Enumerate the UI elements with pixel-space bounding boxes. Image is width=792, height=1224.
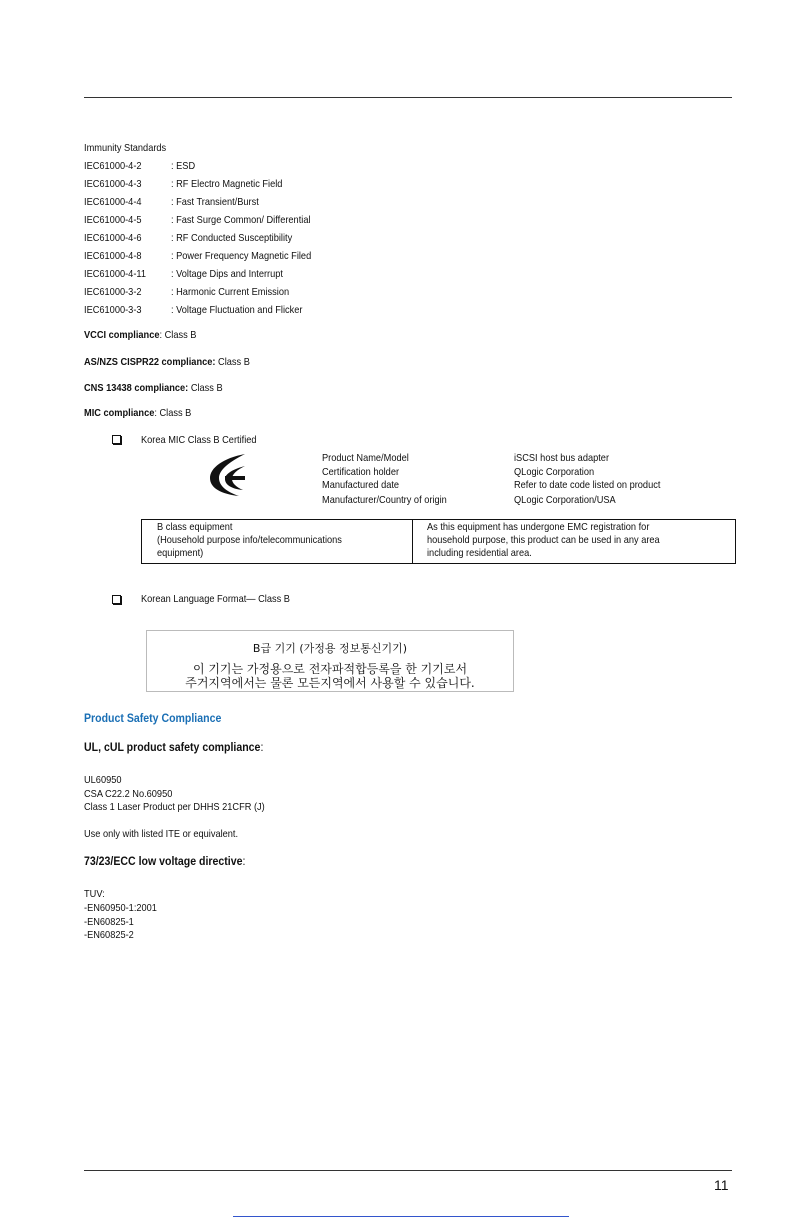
standard-code: IEC61000-4-4	[84, 196, 142, 208]
asnzs-label: AS/NZS CISPR22 compliance:	[84, 356, 216, 368]
korean-body	[147, 662, 513, 690]
mic-label: MIC compliance	[84, 407, 155, 419]
safety-heading: Product Safety Compliance	[84, 711, 222, 725]
footer-rule	[84, 1170, 732, 1171]
mic-certified-text: Korea MIC Class B Certified	[141, 434, 257, 446]
cns-compliance	[84, 382, 223, 395]
standard-desc: : Harmonic Current Emission	[171, 286, 290, 298]
table-left-line: (Household purpose info/telecommunications	[157, 534, 342, 546]
standard-code: IEC61000-4-11	[84, 268, 146, 280]
bullet-icon	[112, 595, 121, 604]
standard-desc: : Fast Surge Common/ Differential	[171, 214, 311, 226]
header-rule	[84, 97, 732, 98]
kc-mark-icon	[205, 452, 247, 498]
standard-code: IEC61000-4-5	[84, 214, 142, 226]
asnzs-compliance	[84, 356, 250, 369]
standard-desc: : RF Conducted Susceptibility	[171, 232, 293, 244]
asnzs-value: Class B	[215, 356, 250, 368]
lv-item: -EN60825-1	[84, 916, 134, 928]
page-number: 11	[714, 1177, 729, 1193]
lv-item: -EN60825-2	[84, 929, 134, 941]
mic-field-value: QLogic Corporation/USA	[514, 494, 616, 506]
vcci-value: : Class B	[159, 329, 197, 341]
standard-desc: : Fast Transient/Burst	[171, 196, 259, 208]
standard-code: IEC61000-4-8	[84, 250, 142, 262]
mic-field-label: Product Name/Model	[322, 452, 409, 464]
lv-heading	[84, 854, 245, 868]
table-divider	[412, 520, 413, 563]
mic-field-label: Manufactured date	[322, 479, 400, 491]
lv-item: TUV:	[84, 888, 105, 900]
mic-value: : Class B	[154, 407, 192, 419]
korean-line: 이 기기는 가정용으로 전자파적합등록을 한 기기로서	[192, 662, 468, 676]
standard-code: IEC61000-4-6	[84, 232, 142, 244]
footer-link-line[interactable]	[233, 1216, 569, 1217]
standard-desc: : ESD	[171, 160, 196, 172]
vcci-compliance	[84, 329, 196, 342]
standard-code: IEC61000-4-3	[84, 178, 142, 190]
immunity-title: Immunity Standards	[84, 142, 167, 154]
standard-desc: : Voltage Fluctuation and Flicker	[171, 304, 303, 316]
mic-class-table	[141, 519, 736, 564]
ul-heading	[84, 740, 263, 754]
ul-heading-colon: :	[260, 740, 264, 754]
korean-format-text: Korean Language Format— Class B	[141, 593, 290, 605]
standard-code: IEC61000-4-2	[84, 160, 142, 172]
standard-code: IEC61000-3-2	[84, 286, 142, 298]
ul-item: Class 1 Laser Product per DHHS 21CFR (J)	[84, 801, 265, 813]
ul-heading-label: UL, cUL product safety compliance	[84, 740, 261, 754]
table-right-line: As this equipment has undergone EMC registration for	[427, 521, 650, 533]
mic-field-value: Refer to date code listed on product	[514, 479, 661, 491]
standard-desc: : RF Electro Magnetic Field	[171, 178, 283, 190]
table-right-line: including residential area.	[427, 547, 532, 559]
table-right-line: household purpose, this product can be used in any area	[427, 534, 660, 546]
bullet-icon	[112, 435, 121, 444]
mic-compliance	[84, 407, 191, 420]
lv-item: -EN60950-1:2001	[84, 902, 157, 914]
mic-field-value: iSCSI host bus adapter	[514, 452, 610, 464]
ul-note: Use only with listed ITE or equivalent.	[84, 828, 239, 840]
lv-heading-label: 73/23/ECC low voltage directive	[84, 854, 243, 868]
standard-desc: : Voltage Dips and Interrupt	[171, 268, 283, 280]
mic-field-label: Certification holder	[322, 466, 400, 478]
ul-item: UL60950	[84, 774, 122, 786]
cns-label: CNS 13438 compliance:	[84, 382, 189, 394]
korean-title: B급 기기 (가정용 정보통신기기)	[252, 642, 408, 655]
mic-field-value: QLogic Corporation	[514, 466, 595, 478]
ul-item: CSA C22.2 No.60950	[84, 788, 173, 800]
mic-field-label: Manufacturer/Country of origin	[322, 494, 447, 506]
korean-label-box	[146, 630, 514, 692]
table-left-line: B class equipment	[157, 521, 233, 533]
standard-desc: : Power Frequency Magnetic Filed	[171, 250, 312, 262]
cns-value: Class B	[188, 382, 223, 394]
korean-line: 주거지역에서는 물론 모든지역에서 사용할 수 있습니다.	[185, 676, 475, 690]
standard-code: IEC61000-3-3	[84, 304, 142, 316]
lv-heading-colon: :	[242, 854, 246, 868]
vcci-label: VCCI compliance	[84, 329, 160, 341]
table-left-line: equipment)	[157, 547, 204, 559]
